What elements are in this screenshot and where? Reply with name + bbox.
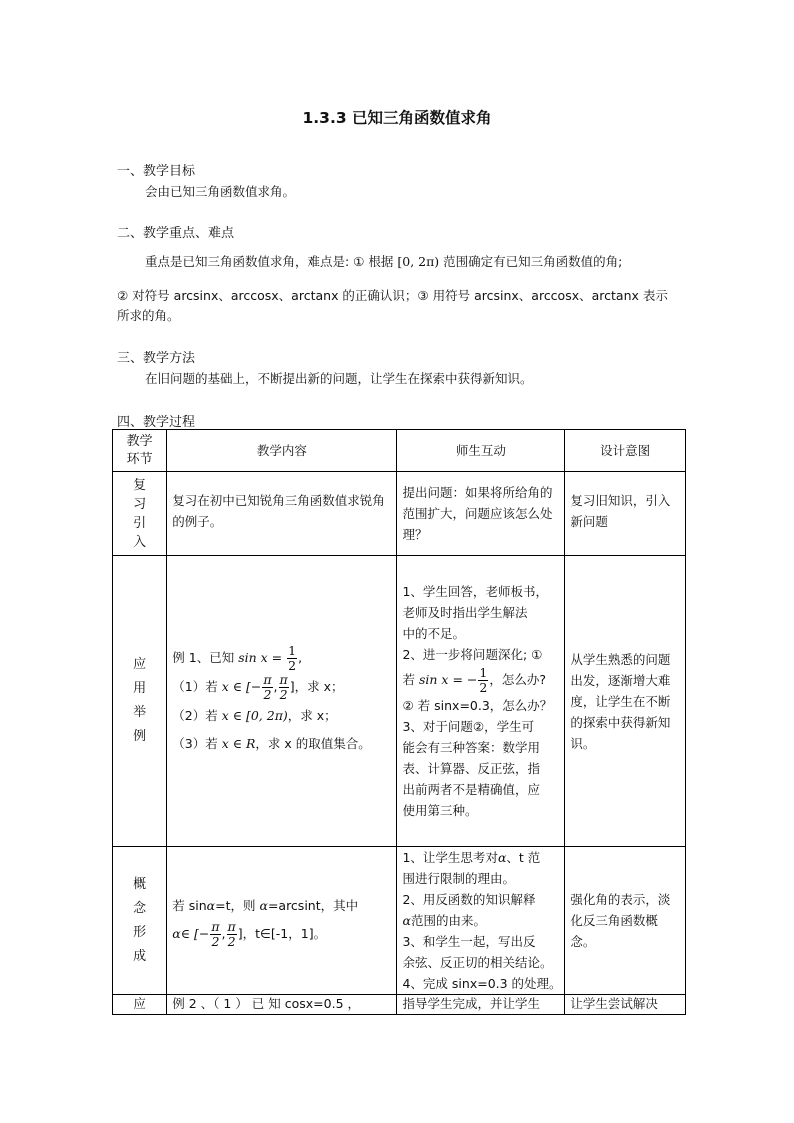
example1-label: 例 1、已知 (172, 650, 235, 665)
row2-ia-line: 表、计算器、反正弦，指 (402, 761, 540, 776)
row1-content: 复习在初中已知锐角三角函数值求锐角的例子。 (167, 472, 397, 556)
concept-sin: 若 sin (172, 898, 207, 913)
fraction-numerator: π (263, 672, 272, 687)
key-line-2: ② 对符号 arcsinx、arccosx、arctanx 的正确认识；③ 用符号 arcsinx、arccosx、arctanx 表示 (117, 288, 668, 303)
fraction-denominator: 2 (279, 687, 288, 702)
row1-stage-char: 引 (133, 515, 147, 531)
row3-ia-line: 4、完成 sinx=0.3 的处理。 (402, 976, 562, 991)
row3-ia-line (402, 910, 559, 931)
goal-text: 会由已知三角函数值求角。 (145, 184, 296, 199)
alpha-symbol: α (206, 898, 216, 913)
example1-q1: （1）若 x ∈ [− $\frac{\pi}{2}$ , $\frac{\pi}{2}$ ]，求 x； (172, 672, 344, 702)
concept-eq-t: =t，则 (215, 898, 256, 913)
ia-think: 1、让学生思考对 (402, 850, 498, 865)
row1-stage-char: 入 (133, 534, 147, 550)
row3-stage-char: 念 (133, 900, 147, 916)
header-stage (113, 430, 167, 472)
row2-ia-line: 出前两者不是精确值，应 (402, 782, 540, 797)
row1-intent: 复习旧知识，引入新问题 (565, 472, 686, 556)
process-heading: 四、教学过程 (117, 415, 196, 430)
q1-math: x ∈ [− (221, 679, 262, 694)
q3-math: x ∈ R (221, 736, 256, 751)
fraction-numerator: π (211, 919, 220, 934)
ia-sin-math: sin x = − (418, 672, 478, 687)
header-content: 教学内容 (167, 430, 397, 472)
row2-stage-char: 举 (133, 705, 147, 720)
row2-ia-line: 老师及时指出学生解法 (402, 605, 528, 620)
fraction-denominator: 2 (227, 934, 236, 949)
row1-stage-char: 习 (133, 496, 147, 512)
fraction-numerator: 1 (288, 643, 297, 658)
row2-ia-line: 中的不足。 (402, 626, 465, 641)
row3-stage-char: 形 (133, 924, 147, 940)
row3-ia-line: 余弦、反正切的相关结论。 (402, 955, 553, 970)
row2-interaction (397, 556, 565, 847)
fraction-denominator: 2 (211, 934, 220, 949)
example1-q3 (172, 730, 391, 758)
concept-in: ∈ [− (180, 926, 210, 941)
row2-ia-line-fraction (402, 665, 559, 695)
concept-arcsin: =arcsint，其中 (267, 898, 359, 913)
key-line-1-a: 重点是已知三角函数值求角，难点是: ① 根据 (145, 254, 394, 269)
key-line-1-b: 范围确定有已知三角函数值的角; (443, 254, 623, 269)
alpha-symbol: α (402, 913, 411, 928)
fraction-denominator: 2 (263, 687, 272, 702)
row3-content (167, 847, 397, 995)
q2-label: （2）若 (172, 708, 218, 723)
row4-stage: 应 (113, 995, 167, 1015)
fraction-numerator: 1 (479, 665, 488, 680)
fraction-pi-over-2 (279, 673, 289, 702)
row3-ia-line (402, 847, 559, 868)
alpha-symbol: α (172, 926, 181, 941)
row1-interaction: 提出问题：如果将所给角的范围扩大，问题应该怎么处理？ (397, 472, 565, 556)
method-heading: 三、教学方法 (117, 351, 196, 366)
table-row (113, 847, 686, 995)
q1-tail: ]，求 x； (289, 679, 344, 694)
example1-intro: 例 1、已知 sin x = $\frac{1}{2}$ , (172, 643, 303, 673)
teaching-process-table (112, 429, 686, 1015)
page-title: 1.3.3 已知三角函数值求角 (302, 109, 492, 127)
row3-interaction (397, 847, 565, 995)
example1-sin: sin x = (238, 650, 283, 665)
table-row (113, 556, 686, 847)
concept-line-2: α∈ [− $\frac{\pi}{2}$ , $\frac{\pi}{2}$ ]，t∈[-1，1]。 (172, 919, 327, 949)
fraction-pi-over-2 (227, 920, 237, 949)
fraction-numerator: π (227, 919, 236, 934)
header-stage-line-2: 环节 (126, 451, 153, 467)
fraction-denominator: 2 (479, 680, 488, 695)
fraction-numerator: π (279, 672, 288, 687)
row2-stage-char: 用 (133, 681, 147, 696)
table-row (113, 995, 686, 1015)
ia-origin: 范围的由来。 (410, 913, 486, 928)
key-line-3: 所求的角。 (117, 308, 180, 323)
row3-stage-char: 概 (133, 876, 147, 892)
table-header-row (113, 430, 686, 472)
row4-interaction: 指导学生完成，并让学生 (397, 995, 565, 1015)
row1-stage (113, 472, 167, 556)
row2-ia-line: 1、学生回答，老师板书， (402, 584, 548, 599)
q2-tail: ，求 x； (287, 708, 337, 723)
row3-intent: 强化角的表示，淡化反三角函数概念。 (565, 847, 686, 995)
row2-ia-line: 使用第三种。 (402, 803, 478, 818)
goal-heading: 一、教学目标 (117, 164, 196, 179)
row3-ia-line: 2、用反函数的知识解释 (402, 892, 536, 907)
fraction-pi-over-2 (210, 920, 220, 949)
q2-math: x ∈ [0, 2π) (221, 708, 288, 723)
row2-stage-char: 例 (133, 729, 147, 744)
row2-content (167, 556, 397, 847)
row3-stage (113, 847, 167, 995)
ia-how: ，怎么办? (489, 672, 546, 687)
fraction-one-half (478, 666, 488, 695)
header-interaction: 师生互动 (397, 430, 565, 472)
row1-stage-char: 复 (133, 477, 147, 493)
method-text: 在旧问题的基础上，不断提出新的问题，让学生在探索中获得新知识。 (145, 371, 533, 386)
row3-ia-line: 3、和学生一起，写出反 (402, 934, 536, 949)
row2-ia-line: 能会有三种答案：数学用 (402, 740, 540, 755)
row3-stage-char: 成 (133, 948, 147, 964)
header-intent: 设计意图 (565, 430, 686, 472)
key-line-1 (145, 252, 622, 270)
q3-label: （3）若 (172, 736, 218, 751)
concept-t-range: ]，t∈[-1，1]。 (237, 926, 327, 941)
alpha-symbol: α (497, 850, 507, 865)
row4-intent: 让学生尝试解决 (565, 995, 686, 1015)
row3-ia-line: 围进行限制的理由。 (402, 871, 515, 886)
q1-label: （1）若 (172, 679, 218, 694)
header-stage-line-1: 教学 (126, 433, 153, 449)
ia-if: 若 (402, 672, 415, 687)
fraction-denominator: 2 (288, 658, 297, 673)
row2-ia-line: 2、进一步将问题深化; ① (402, 647, 543, 662)
fraction-pi-over-2 (262, 673, 272, 702)
row2-intent: 从学生熟悉的问题出发，逐渐增大难度，让学生在不断的探索中获得新知识。 (565, 556, 686, 847)
row2-ia-line: 3、对于问题②，学生可 (402, 719, 535, 734)
ia-t-range: 、t 范 (506, 850, 541, 865)
key-line-1-range: [0, 2π) (397, 254, 440, 269)
example1-q2 (172, 702, 391, 730)
q3-tail: ，求 x 的取值集合。 (255, 736, 371, 751)
key-heading: 二、教学重点、难点 (117, 226, 235, 241)
row2-stage (113, 556, 167, 847)
row2-stage-char: 应 (133, 657, 147, 672)
row4-content: 例 2 、（ 1 ） 已 知 cosx=0.5 ， (167, 995, 397, 1015)
concept-line-1 (172, 892, 391, 920)
table-row (113, 472, 686, 556)
fraction-one-half (287, 644, 297, 673)
row2-ia-line: ② 若 sinx=0.3，怎么办？ (402, 698, 553, 713)
alpha-symbol: α (259, 898, 268, 913)
